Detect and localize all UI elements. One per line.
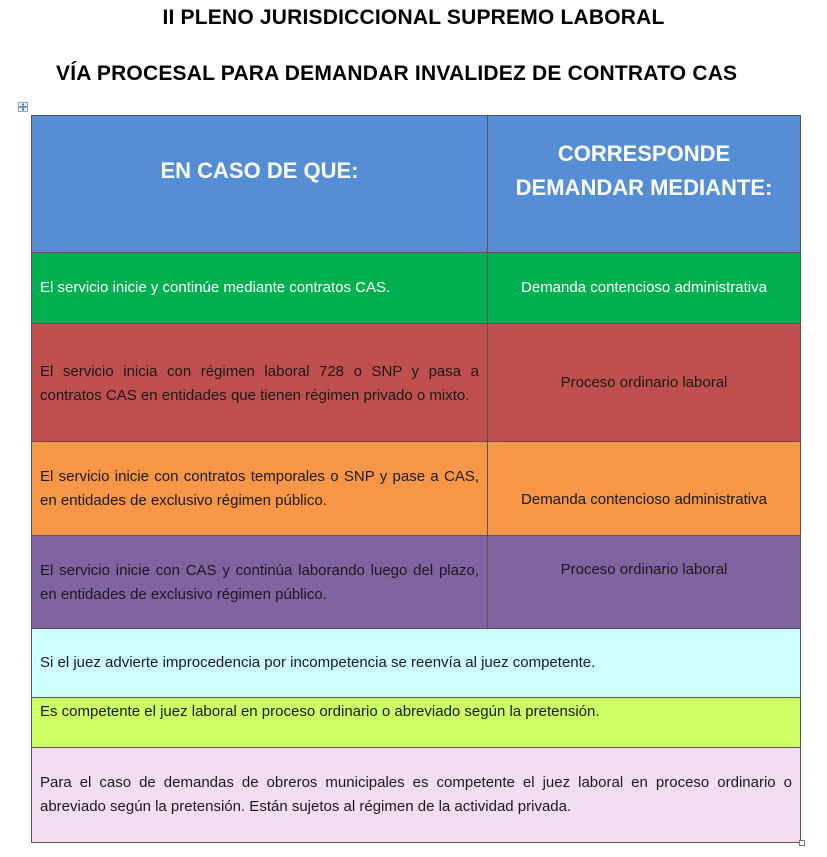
condition-cell: El servicio inicie con contratos temporales o SNP y pase a CAS, en entidades de exclusivo régimen público. (32, 442, 488, 536)
table-note-row (32, 629, 801, 698)
condition-cell: El servicio inicia con régimen laboral 728 o SNP y pasa a contratos CAS en entidades que tienen régimen privado o mixto. (32, 324, 488, 442)
table-move-handle-icon[interactable] (18, 102, 28, 112)
cas-procedure-table (31, 115, 801, 843)
table-header-row (32, 116, 801, 253)
table-note-row (32, 698, 801, 748)
table-row (32, 253, 801, 324)
header-cell-condition: EN CASO DE QUE: (32, 116, 488, 253)
note-cell-competent-judge: Es competente el juez laboral en proceso ordinario o abreviado según la pretensión. (32, 698, 801, 748)
procedure-cell: Proceso ordinario laboral (488, 324, 801, 442)
table-row (32, 324, 801, 442)
procedure-cell: Proceso ordinario laboral (488, 536, 801, 629)
document-title: II PLENO JURISDICCIONAL SUPREMO LABORAL (162, 6, 665, 29)
table-row (32, 536, 801, 629)
procedure-cell: Demanda contencioso administrativa (488, 253, 801, 324)
condition-cell: El servicio inicie y continúe mediante contratos CAS. (32, 253, 488, 324)
document-subtitle: VÍA PROCESAL PARA DEMANDAR INVALIDEZ DE CONTRATO CAS (56, 62, 738, 85)
note-cell-municipal-workers: Para el caso de demandas de obreros municipales es competente el juez laboral en proceso ordinario o abreviado según la pretensión. Están sujetos al régimen de la actividad privada. (32, 748, 801, 843)
procedure-cell: Demanda contencioso administrativa (488, 442, 801, 536)
table-resize-handle[interactable] (799, 840, 805, 846)
table-note-row (32, 748, 801, 843)
note-cell-incompetence: Si el juez advierte improcedencia por incompetencia se reenvía al juez competente. (32, 629, 801, 698)
header-cell-procedure: CORRESPONDE DEMANDAR MEDIANTE: (488, 116, 801, 253)
table-row (32, 442, 801, 536)
condition-cell: El servicio inicie con CAS y continúa laborando luego del plazo, en entidades de exclusivo régimen público. (32, 536, 488, 629)
